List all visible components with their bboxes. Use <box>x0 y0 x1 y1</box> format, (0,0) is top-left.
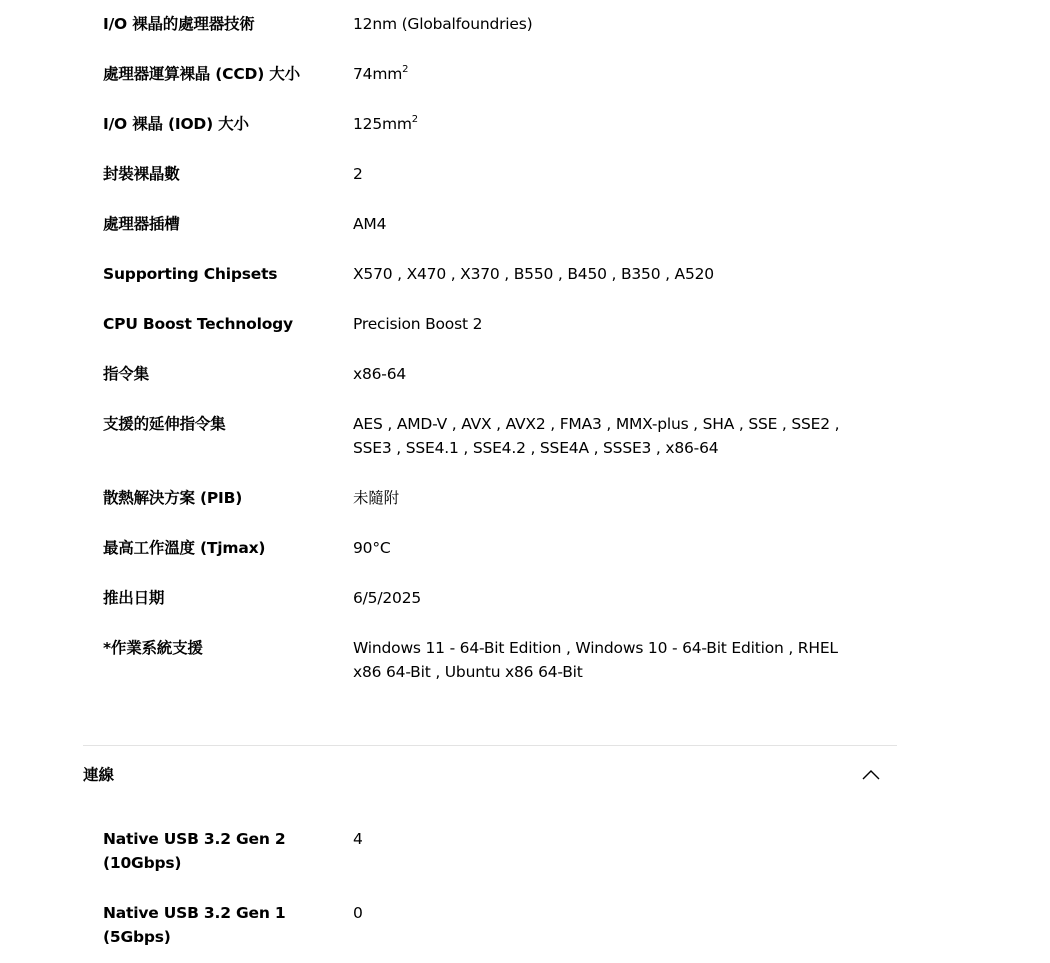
spec-value: X570 , X470 , X370 , B550 , B450 , B350 , A520 <box>353 265 714 283</box>
spec-value: 0 <box>353 904 363 922</box>
spec-row-max-temperature <box>103 524 863 574</box>
spec-value: 2 <box>353 165 363 183</box>
spec-value: x86-64 <box>353 365 407 383</box>
spec-row-iod-size <box>103 100 863 150</box>
spec-label: Native USB 3.2 Gen 2 (10Gbps) <box>103 830 286 872</box>
section-title: 連線 <box>83 766 115 784</box>
spec-label: I/O 裸晶的處理器技術 <box>103 15 255 33</box>
spec-label: 推出日期 <box>103 589 165 607</box>
spec-label: Supporting Chipsets <box>103 265 278 283</box>
spec-row-usb-gen1 <box>103 889 863 963</box>
spec-row-cpu-boost-technology <box>103 300 863 350</box>
chevron-up-icon-graphic <box>862 770 880 780</box>
spec-label: Native USB 3.2 Gen 1 (5Gbps) <box>103 904 286 946</box>
spec-value: 未隨附 <box>353 489 399 507</box>
spec-row-package-die-count <box>103 150 863 200</box>
spec-row-supported-extensions <box>103 400 863 474</box>
spec-value: 125mm <box>353 115 412 133</box>
spec-value: Windows 11 - 64-Bit Edition , Windows 10 - 64-Bit Edition , RHEL x86 64-Bit , Ubuntu x86 64-Bit <box>353 639 838 681</box>
spec-row-os-support <box>103 624 863 698</box>
spec-label: 最高工作溫度 (Tjmax) <box>103 539 266 557</box>
spec-value: 12nm (Globalfoundries) <box>353 15 533 33</box>
spec-label: 指令集 <box>103 365 149 383</box>
spec-value: AM4 <box>353 215 387 233</box>
spec-label: 處理器運算裸晶 (CCD) 大小 <box>103 65 300 83</box>
spec-label: *作業系統支援 <box>103 639 203 657</box>
spec-label: 處理器插槽 <box>103 215 180 233</box>
spec-value: AES , AMD-V , AVX , AVX2 , FMA3 , MMX-plus , SHA , SSE , SSE2 , SSE3 , SSE4.1 , SSE4.2 , SSE4A , SSSE3 , x86-64 <box>353 415 840 457</box>
spec-label: CPU Boost Technology <box>103 315 293 333</box>
spec-row-thermal-solution <box>103 474 863 524</box>
connectivity-specs-list <box>103 815 863 963</box>
spec-row-launch-date <box>103 574 863 624</box>
spec-value-superscript: 2 <box>402 63 409 75</box>
spec-row-ccd-size <box>103 50 863 100</box>
spec-label: 封裝裸晶數 <box>103 165 180 183</box>
chevron-up-icon[interactable] <box>861 765 881 785</box>
connectivity-section-header[interactable] <box>83 746 897 803</box>
spec-label: 散熱解決方案 (PIB) <box>103 489 243 507</box>
spec-value: 74mm <box>353 65 403 83</box>
spec-row-usb-gen2 <box>103 815 863 889</box>
spec-value-container <box>353 112 863 136</box>
general-specs-list <box>103 0 863 698</box>
spec-row-cpu-socket <box>103 200 863 250</box>
spec-value: 4 <box>353 830 363 848</box>
spec-label: 支援的延伸指令集 <box>103 415 226 433</box>
spec-label: I/O 裸晶 (IOD) 大小 <box>103 115 249 133</box>
spec-row-io-die-process <box>103 0 863 50</box>
connectivity-section <box>83 745 897 803</box>
spec-value-superscript: 2 <box>411 113 418 125</box>
spec-row-supporting-chipsets <box>103 250 863 300</box>
spec-value-container <box>353 62 863 86</box>
spec-row-instruction-set <box>103 350 863 400</box>
spec-value: Precision Boost 2 <box>353 315 483 333</box>
spec-value: 90°C <box>353 539 391 557</box>
spec-value: 6/5/2025 <box>353 589 422 607</box>
